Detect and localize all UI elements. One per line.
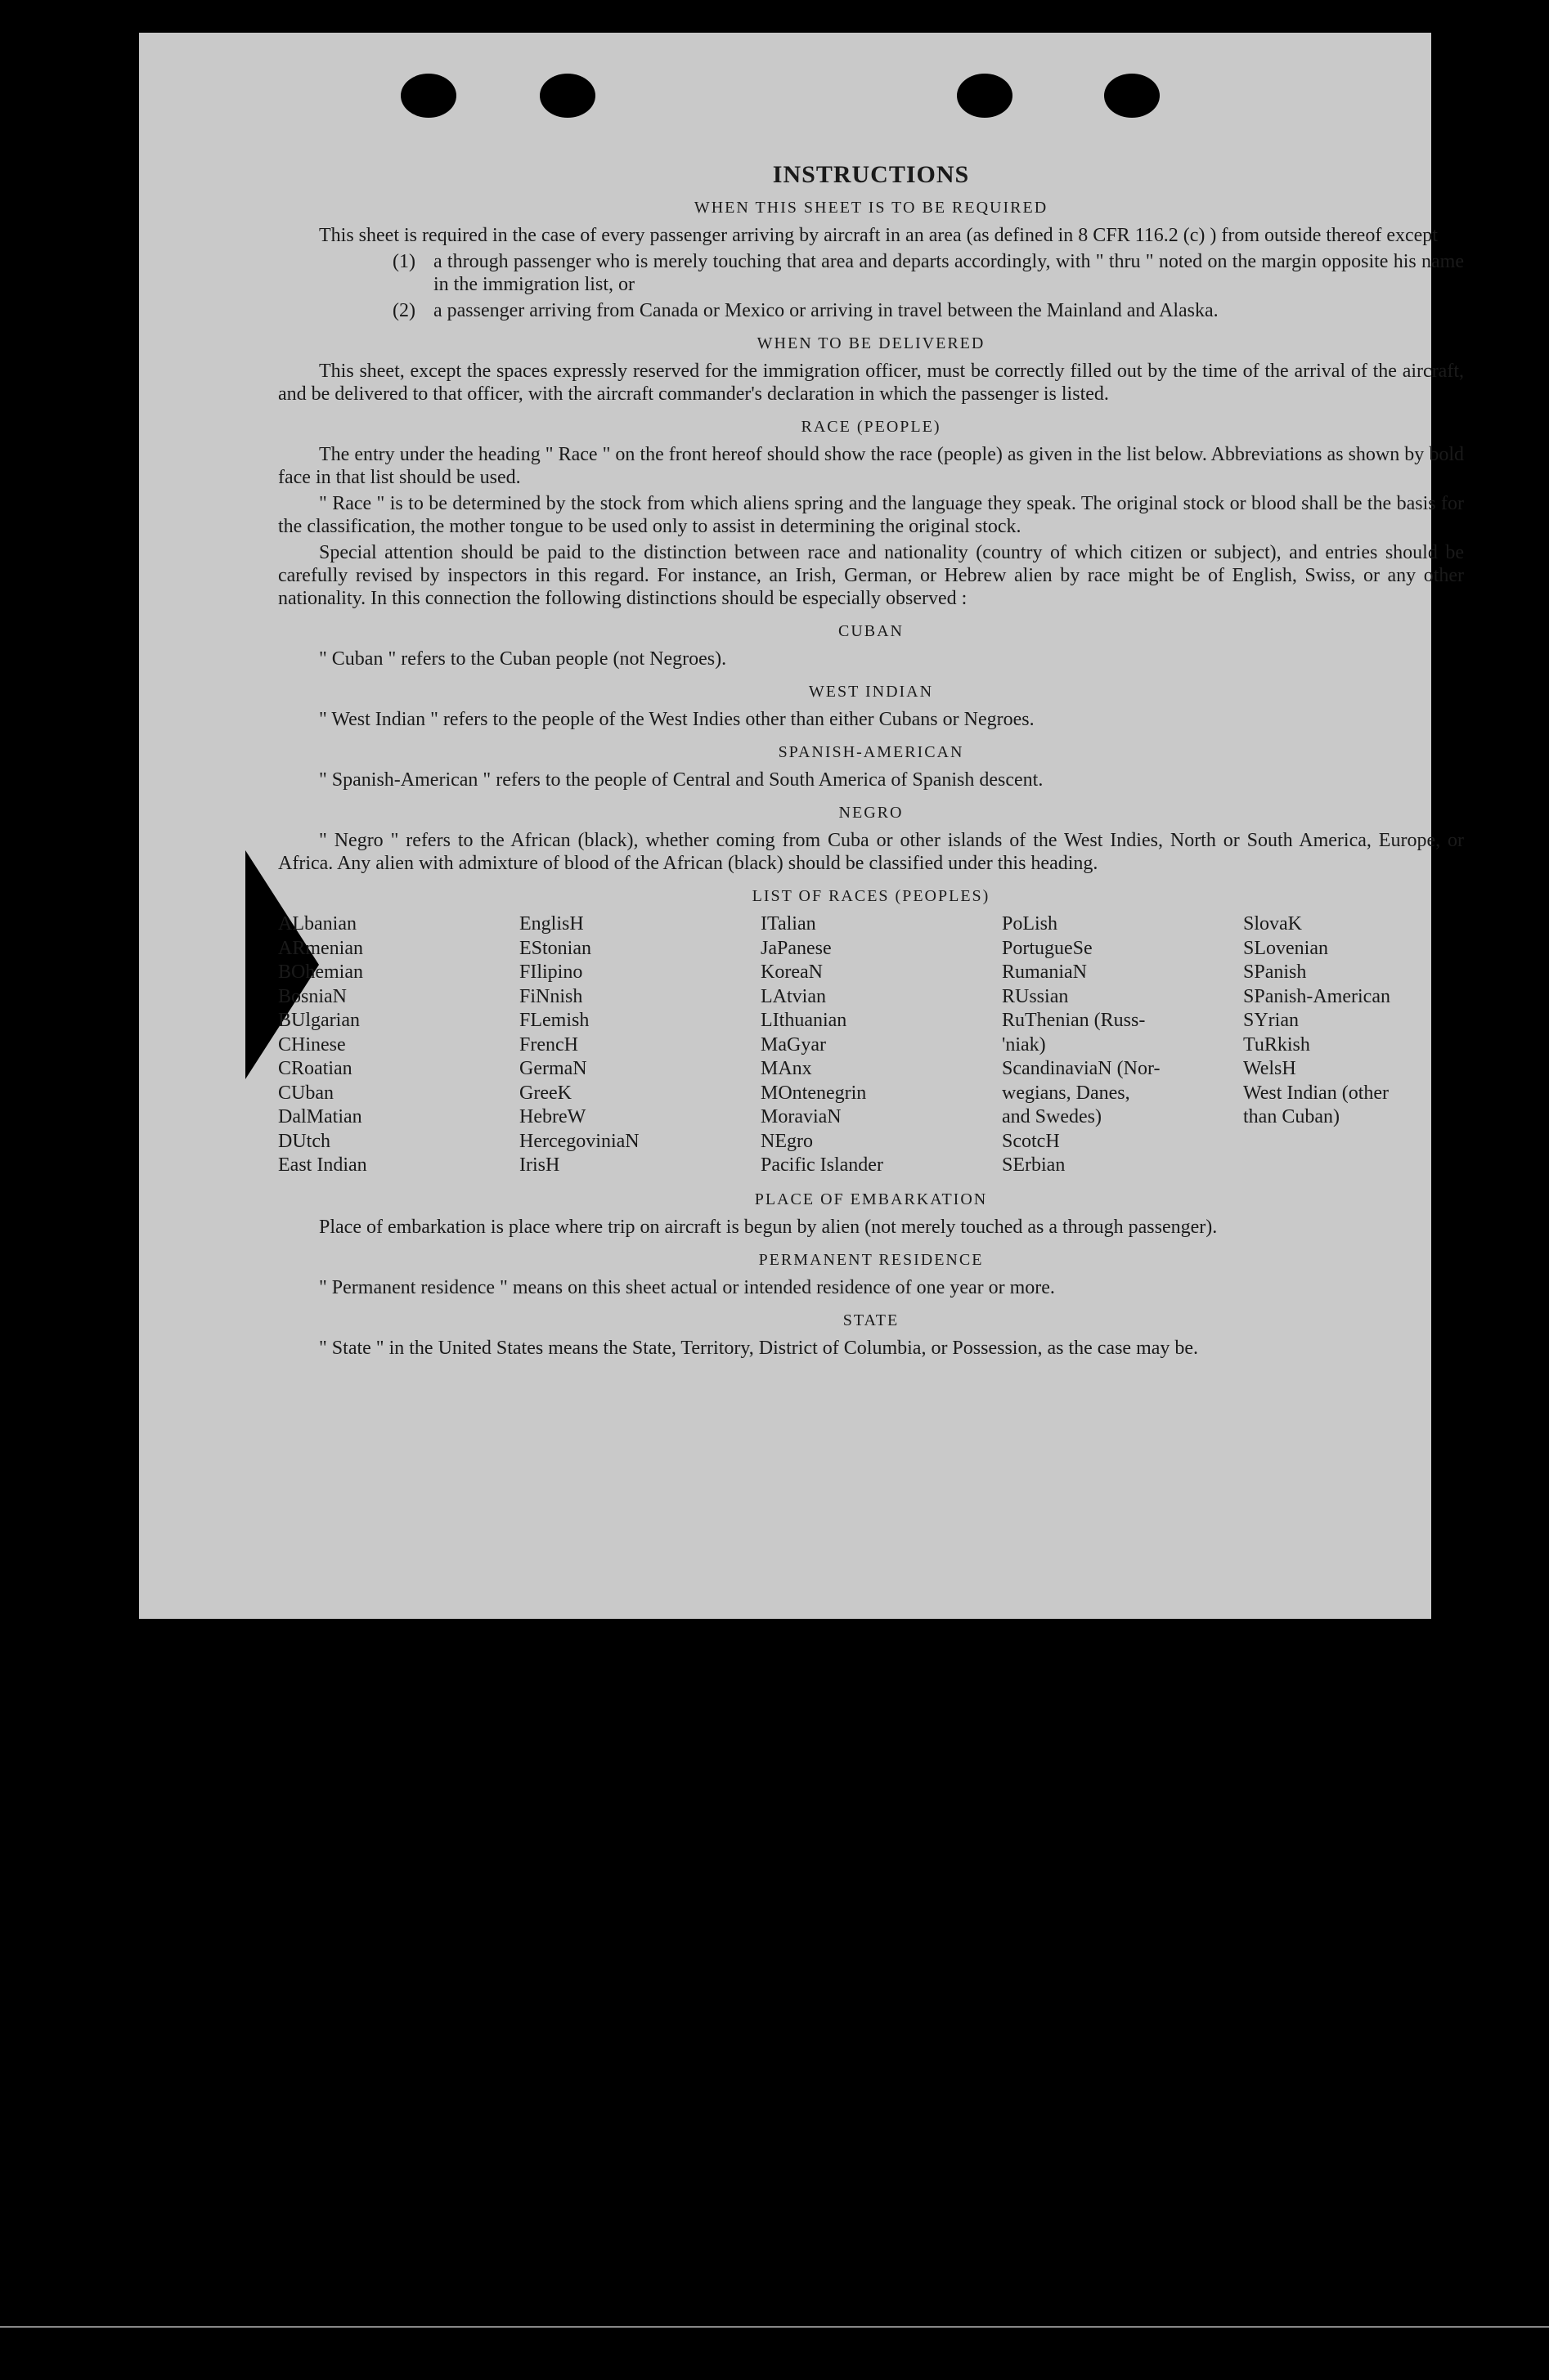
race-entry: BUlgarian xyxy=(278,1010,360,1031)
race-entry: CRoatian xyxy=(278,1058,352,1079)
race-entry: PoLish xyxy=(1002,913,1058,935)
races-column xyxy=(761,912,981,1178)
races-column xyxy=(1243,912,1464,1178)
races-column xyxy=(519,912,740,1178)
race-entry: FrencH xyxy=(519,1033,578,1056)
race-entry: RuThenian (Russ- xyxy=(1002,1010,1146,1031)
race-entry: ScotcH xyxy=(1002,1130,1060,1152)
race-entry: DUtch xyxy=(278,1130,330,1152)
race-entry: LIthuanian xyxy=(761,1010,847,1031)
race-entry: CHinese xyxy=(278,1033,346,1056)
document-sheet xyxy=(139,33,1464,1619)
race-entry: DalMatian xyxy=(278,1106,362,1127)
bottom-rule xyxy=(0,2326,1549,2328)
race-entry: MoraviaN xyxy=(761,1106,842,1127)
race-entry: KoreaN xyxy=(761,961,823,983)
race-entry: West Indian (other xyxy=(1243,1082,1390,1104)
race-entry: MAnx xyxy=(761,1058,812,1079)
negro-text: " Negro " refers to the African (black), whether coming from Cuba or other islands of the West Indies, North or South America, Europe, or Africa. Any alien with admixture of blood of the African (black) should be classified under this heading. xyxy=(278,830,1464,874)
races-column xyxy=(278,912,499,1178)
race-paragraph: The entry under the heading " Race " on the front hereof should show the race (people) as given in the list below. Abbreviations as shown by bold face in that list should be used. xyxy=(278,444,1464,488)
race-entry: CUban xyxy=(278,1082,334,1104)
page-title: INSTRUCTIONS xyxy=(772,161,970,188)
race-paragraph: Special attention should be paid to the distinction between race and nationality (country of which citizen or subject), and entries should be carefully revised by inspectors in this regard. For instance, an Irish, German, or Hebrew alien by race might be of English, Swiss, or any other nationality. In this connection the following distinctions should be especially observed : xyxy=(278,542,1464,609)
race-entry: East Indian xyxy=(278,1154,367,1176)
exception-item: (2) a passenger arriving from Canada or Mexico or arriving in travel between the Mainland and Alaska. xyxy=(393,300,1219,321)
heading-spanish-american: SPANISH-AMERICAN xyxy=(778,743,964,761)
race-entry: SYrian xyxy=(1243,1010,1299,1031)
race-entry: GreeK xyxy=(519,1082,572,1104)
race-entry: SPanish xyxy=(1243,961,1307,983)
race-entry: ARmenian xyxy=(278,937,363,959)
race-entry: HercegoviniaN xyxy=(519,1130,640,1152)
residence-text: " Permanent residence " means on this sheet actual or intended residence of one year or more. xyxy=(319,1276,1055,1298)
race-entry: ALbanian xyxy=(278,913,357,935)
race-entry: SErbian xyxy=(1002,1154,1066,1176)
races-column xyxy=(1002,912,1223,1178)
race-entry: LAtvian xyxy=(761,985,826,1007)
heading-residence: PERMANENT RESIDENCE xyxy=(758,1250,984,1269)
punch-hole xyxy=(1104,74,1160,118)
race-entry: RumaniaN xyxy=(1002,961,1087,983)
heading-when-required: WHEN THIS SHEET IS TO BE REQUIRED xyxy=(694,199,1048,217)
when-required-intro: This sheet is required in the case of every passenger arriving by aircraft in an area (as defined in 8 CFR 116.2 (c) ) from outside thereof except xyxy=(319,225,1438,246)
races-table xyxy=(278,912,1464,1178)
race-entry: HebreW xyxy=(519,1106,586,1127)
heading-when-delivered: WHEN TO BE DELIVERED xyxy=(757,334,986,352)
heading-list-of-races: LIST OF RACES (PEOPLES) xyxy=(752,887,990,905)
when-delivered-text: This sheet, except the spaces expressly reserved for the immigration officer, must be correctly filled out by the time of the arrival of the aircraft, and be delivered to that officer, with the aircraft commander's declaration in which the passenger is listed. xyxy=(278,361,1464,405)
race-entry: IrisH xyxy=(519,1154,560,1176)
cuban-text: " Cuban " refers to the Cuban people (not Negroes). xyxy=(319,648,727,670)
punch-hole xyxy=(540,74,595,118)
race-entry: TuRkish xyxy=(1243,1033,1310,1056)
race-entry: than Cuban) xyxy=(1243,1106,1340,1127)
race-entry: NEgro xyxy=(761,1130,813,1152)
race-entry: 'niak) xyxy=(1002,1033,1046,1056)
spanish-american-text: " Spanish-American " refers to the people of Central and South America of Spanish descent. xyxy=(319,769,1044,791)
race-entry: BosniaN xyxy=(278,985,347,1007)
race-entry: FiNnish xyxy=(519,985,583,1007)
heading-state: STATE xyxy=(842,1311,900,1329)
race-entry: BOhemian xyxy=(278,961,363,983)
race-entry: SlovaK xyxy=(1243,913,1302,935)
heading-west-indian: WEST INDIAN xyxy=(808,683,934,701)
race-entry: MaGyar xyxy=(761,1033,826,1056)
race-entry: Pacific Islander xyxy=(761,1154,883,1176)
race-entry: FIlipino xyxy=(519,961,583,983)
race-entry: and Swedes) xyxy=(1002,1106,1102,1127)
exception-item: (1) a through passenger who is merely touching that area and departs accordingly, with " thru " noted on the margin opposite his name in the immigration list, or xyxy=(393,251,1464,295)
race-entry: PortugueSe xyxy=(1002,937,1093,959)
race-entry: WelsH xyxy=(1243,1058,1296,1079)
heading-negro: NEGRO xyxy=(838,804,904,822)
race-entry: MOntenegrin xyxy=(761,1082,867,1104)
race-entry: EnglisH xyxy=(519,913,584,935)
race-entry: wegians, Danes, xyxy=(1002,1082,1130,1104)
heading-cuban: CUBAN xyxy=(837,622,904,640)
race-entry: EStonian xyxy=(519,937,591,959)
race-entry: SLovenian xyxy=(1243,937,1328,959)
embarkation-text: Place of embarkation is place where trip on aircraft is begun by alien (not merely touched as a through passenger). xyxy=(319,1216,1218,1238)
west-indian-text: " West Indian " refers to the people of the West Indies other than either Cubans or Negroes. xyxy=(319,709,1035,730)
instructions-content xyxy=(278,161,1464,1363)
race-entry: FLemish xyxy=(519,1010,590,1031)
race-entry: ITalian xyxy=(761,913,816,935)
race-entry: ScandinaviaN (Nor- xyxy=(1002,1058,1161,1079)
race-entry: JaPanese xyxy=(761,937,832,959)
state-text: " State " in the United States means the State, Territory, District of Columbia, or Possession, as the case may be. xyxy=(319,1337,1199,1359)
heading-embarkation: PLACE OF EMBARKATION xyxy=(754,1190,988,1208)
race-paragraph: " Race " is to be determined by the stock from which aliens spring and the language they speak. The original stock or blood shall be the basis for the classification, the mother tongue to be used only to assist in determining the original stock. xyxy=(278,493,1464,537)
race-entry: GermaN xyxy=(519,1058,587,1079)
race-entry: SPanish-American xyxy=(1243,985,1390,1007)
punch-hole xyxy=(401,74,456,118)
punch-hole xyxy=(957,74,1012,118)
race-entry: RUssian xyxy=(1002,985,1069,1007)
heading-race: RACE (PEOPLE) xyxy=(801,418,941,436)
